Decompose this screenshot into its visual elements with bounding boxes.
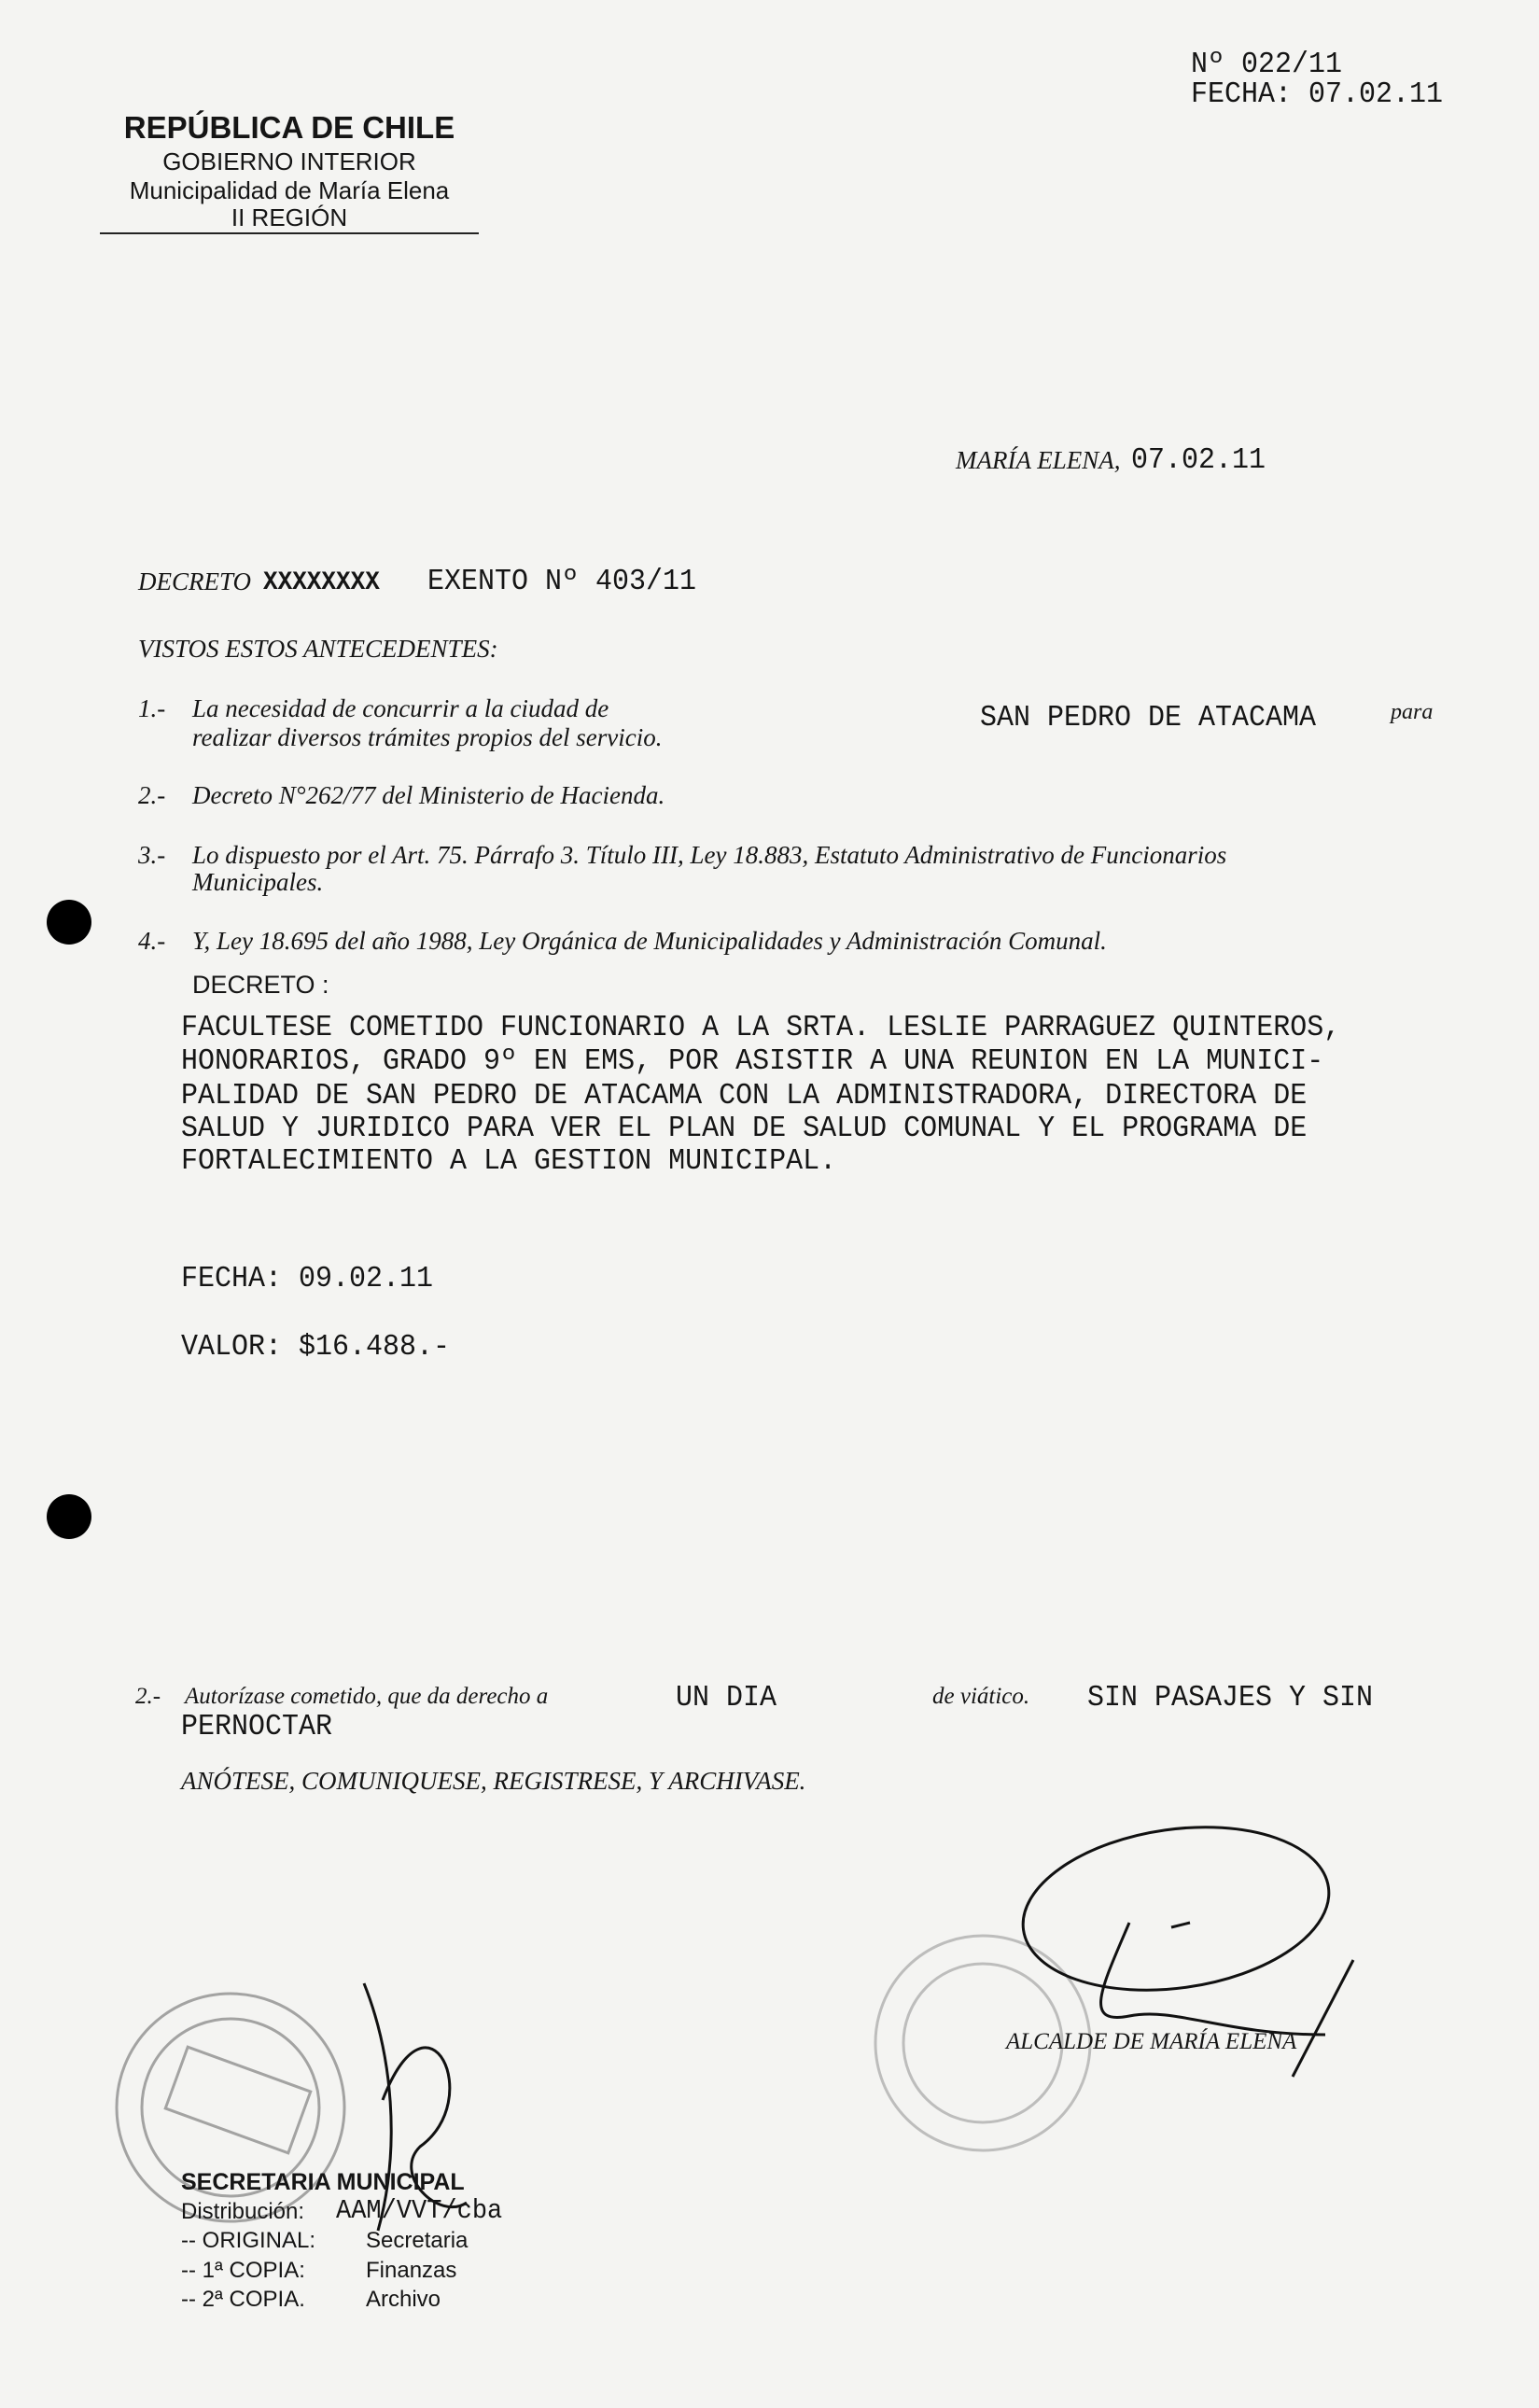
- place-date: 07.02.11: [1131, 444, 1266, 478]
- closing: ANÓTESE, COMUNIQUESE, REGISTRESE, Y ARCHIVASE.: [181, 1767, 806, 1795]
- decree-number: EXENTO Nº 403/11: [427, 566, 697, 599]
- item-text: Lo dispuesto por el Art. 75. Párrafo 3. Título III, Ley 18.883, Estatuto Administrativo de Funcionarios: [192, 841, 1227, 869]
- distribution-row-label: -- 1ª COPIA:: [181, 2258, 305, 2283]
- body-line: HONORARIOS, GRADO 9º EN EMS, POR ASISTIR A UNA REUNION EN LA MUNICI-: [181, 1045, 1324, 1079]
- region: II REGIÓN: [100, 203, 479, 234]
- secretaria-title: SECRETARIA MUNICIPAL: [181, 2169, 465, 2195]
- item-text: Decreto N°262/77 del Ministerio de Hacienda.: [192, 781, 665, 809]
- document-number: Nº 022/11: [1191, 49, 1343, 82]
- extra-conditions: PERNOCTAR: [181, 1711, 333, 1744]
- body-line: FORTALECIMIENTO A LA GESTION MUNICIPAL.: [181, 1145, 837, 1179]
- municipalidad: Municipalidad de María Elena: [129, 176, 450, 204]
- days: UN DIA: [676, 1682, 777, 1715]
- gobierno: GOBIERNO INTERIOR: [162, 147, 416, 175]
- item-text: Municipales.: [192, 868, 324, 896]
- republica: REPÚBLICA DE CHILE: [123, 110, 455, 145]
- decree-struck: XXXXXXXX: [263, 567, 380, 597]
- distribution-row-value: Archivo: [366, 2287, 441, 2312]
- body-line: FACULTESE COMETIDO FUNCIONARIO A LA SRTA. LESLIE PARRAGUEZ QUINTEROS,: [181, 1012, 1341, 1045]
- item-text: Y, Ley 18.695 del año 1988, Ley Orgánica de Municipalidades y Administración Comunal.: [192, 927, 1107, 955]
- distribution-row-label: -- 2ª COPIA.: [181, 2287, 305, 2312]
- decreto-heading: DECRETO :: [192, 971, 329, 999]
- distribution-row-value: Finanzas: [366, 2258, 457, 2283]
- item-number: 4.-: [138, 927, 166, 955]
- item-number: 1.-: [138, 694, 166, 722]
- viatico-text: de viático.: [932, 1684, 1030, 1709]
- decree-label: DECRETO: [138, 567, 252, 595]
- vistos-heading: VISTOS ESTOS ANTECEDENTES:: [138, 635, 498, 663]
- item-text: realizar diversos trámites propios del servicio.: [192, 723, 663, 751]
- place: MARÍA ELENA,: [956, 446, 1121, 474]
- destination: SAN PEDRO DE ATACAMA: [980, 702, 1317, 735]
- item-text: La necesidad de concurrir a la ciudad de: [192, 694, 609, 722]
- document-date: FECHA: 07.02.11: [1191, 78, 1444, 112]
- extra-conditions: SIN PASAJES Y SIN: [1087, 1682, 1374, 1715]
- distribution-label: Distribución:: [181, 2199, 305, 2224]
- body-line: SALUD Y JURIDICO PARA VER EL PLAN DE SALUD COMUNAL Y EL PROGRAMA DE: [181, 1113, 1308, 1146]
- distribution-initials: AAM/VVT/cba: [336, 2197, 503, 2227]
- distribution-row-label: -- ORIGINAL:: [181, 2228, 316, 2253]
- distribution-row-value: Secretaria: [366, 2228, 469, 2253]
- authorization-text: Autorízase cometido, que da derecho a: [185, 1684, 549, 1709]
- alcalde-title: ALCALDE DE MARÍA ELENA: [1006, 2029, 1297, 2054]
- valor: VALOR: $16.488.-: [181, 1331, 451, 1365]
- body-line: PALIDAD DE SAN PEDRO DE ATACAMA CON LA ADMINISTRADORA, DIRECTORA DE: [181, 1080, 1308, 1113]
- fecha: FECHA: 09.02.11: [181, 1263, 434, 1296]
- item-text: para: [1391, 700, 1434, 724]
- item-number: 2.-: [135, 1684, 161, 1709]
- item-number: 3.-: [138, 841, 166, 869]
- item-number: 2.-: [138, 781, 166, 809]
